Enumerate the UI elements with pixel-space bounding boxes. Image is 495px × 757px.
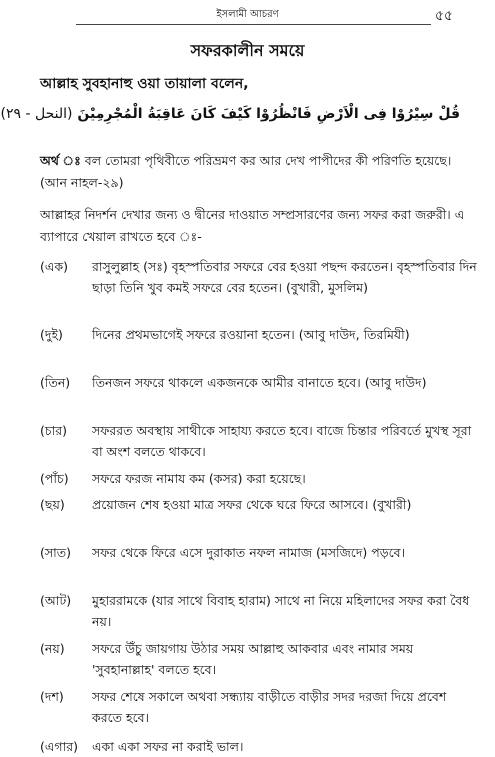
arabic-verse <box>0 106 460 122</box>
list-item-number: (সাত) <box>40 545 72 560</box>
list-item-text: সফর শেষে সকালে অথবা সন্ধ্যায় বাড়ীতে বাড়ীর সদর দরজা দিয়ে প্রবেশ করতে হবে। <box>92 689 447 725</box>
running-title: ইসলামী আচরণ <box>216 9 279 20</box>
list-item-text: তিনজন সফরে থাকলে একজনকে আমীর বানাতে হবে। (আবু দাউদ) <box>92 375 427 390</box>
arabic-verse-text: قُلْ سِيْرُوْا فِى الْاَرْضِ فَانْظُرُوْا كَيْفَ كَانَ عَاقِبَةُ الْمُجْرِمِيْنَ <box>77 106 460 122</box>
header-rule <box>76 24 431 25</box>
list-item-text: দিনের প্রথমভাগেই সফরে রওয়ানা হতেন। (আবু দাউদ, তিরমিযী) <box>92 327 410 342</box>
list-item-number: (আট) <box>40 593 72 608</box>
list-item-number: (ছয়) <box>40 497 65 512</box>
list-item-text: সফররত অবস্থায় সাথীকে সাহায্য করতে হবে। বাজে চিন্তার পরিবর্তে মুখস্থ সূরা বা অংশ বলতে থাকবে। <box>92 423 472 459</box>
page-number: ৫৫ <box>434 8 453 24</box>
translation-label: অর্থ ঃ <box>40 153 81 168</box>
translation-text: বল তোমরা পৃথিবীতে পরিভ্রমণ কর আর দেখ পাপীদের কী পরিণতি হয়েছে। (আন নাহল-২৯) <box>40 153 452 190</box>
list-item-text: রাসুলুল্লাহ (সঃ) বৃহস্পতিবার সফরে বের হওয়া পছন্দ করতেন। বৃহস্পতিবার দিন ছাড়া তিনি খুব কমই সফরে বের হতেন। (বুখারী, মুসলিম) <box>92 259 477 295</box>
list-item-number: (দুই) <box>40 327 63 342</box>
arabic-verse-reference: (النحل - ٢٩) <box>0 106 73 122</box>
section-title: সফরকালীন সময়ে <box>190 41 305 60</box>
list-item-number: (তিন) <box>40 375 71 390</box>
list-item-text: সফরে ফরজ নামায কম (কসর) করা হয়েছে। <box>92 471 306 486</box>
preface-paragraph: আল্লাহর নিদর্শন দেখার জন্য ও দ্বীনের দাওয়াত সম্প্রসারণের জন্য সফর করা জরুরী। এ ব্যাপারে খেয়াল রাখতে হবে ঃ- <box>40 207 465 244</box>
list-item-text: মুহাররামকে (যার সাথে বিবাহ হারাম) সাথে না নিয়ে মহিলাদের সফর করা বৈধ নয়। <box>92 593 470 629</box>
list-item-text: সফর থেকে ফিরে এসে দুরাকাত নফল নামাজ (মসজিদে) পড়বে। <box>92 545 406 560</box>
translation <box>40 150 470 194</box>
list-item-text: প্রয়োজন শেষ হওয়া মাত্র সফর থেকে ঘরে ফিরে আসবে। (বুখারী) <box>92 497 412 512</box>
list-item-number: (এগার) <box>40 739 78 754</box>
list-item-number: (দশ) <box>40 689 64 704</box>
list-item-text: একা একা সফর না করাই ভাল। <box>92 739 244 754</box>
list-item-number: (এক) <box>40 259 69 274</box>
list-item-number: (চার) <box>40 423 67 438</box>
list-item-number: (পাঁচ) <box>40 471 69 486</box>
list-item-number: (নয়) <box>40 641 65 656</box>
intro-line: আল্লাহ সুবহানাহু ওয়া তায়ালা বলেন, <box>40 76 249 92</box>
running-head <box>0 4 495 24</box>
list-item-text: সফরে উঁচু জায়গায় উঠার সময় আল্লাহু আকবার এবং নামার সময় 'সুবহানাল্লাহ' বলতে হবে। <box>92 641 414 677</box>
